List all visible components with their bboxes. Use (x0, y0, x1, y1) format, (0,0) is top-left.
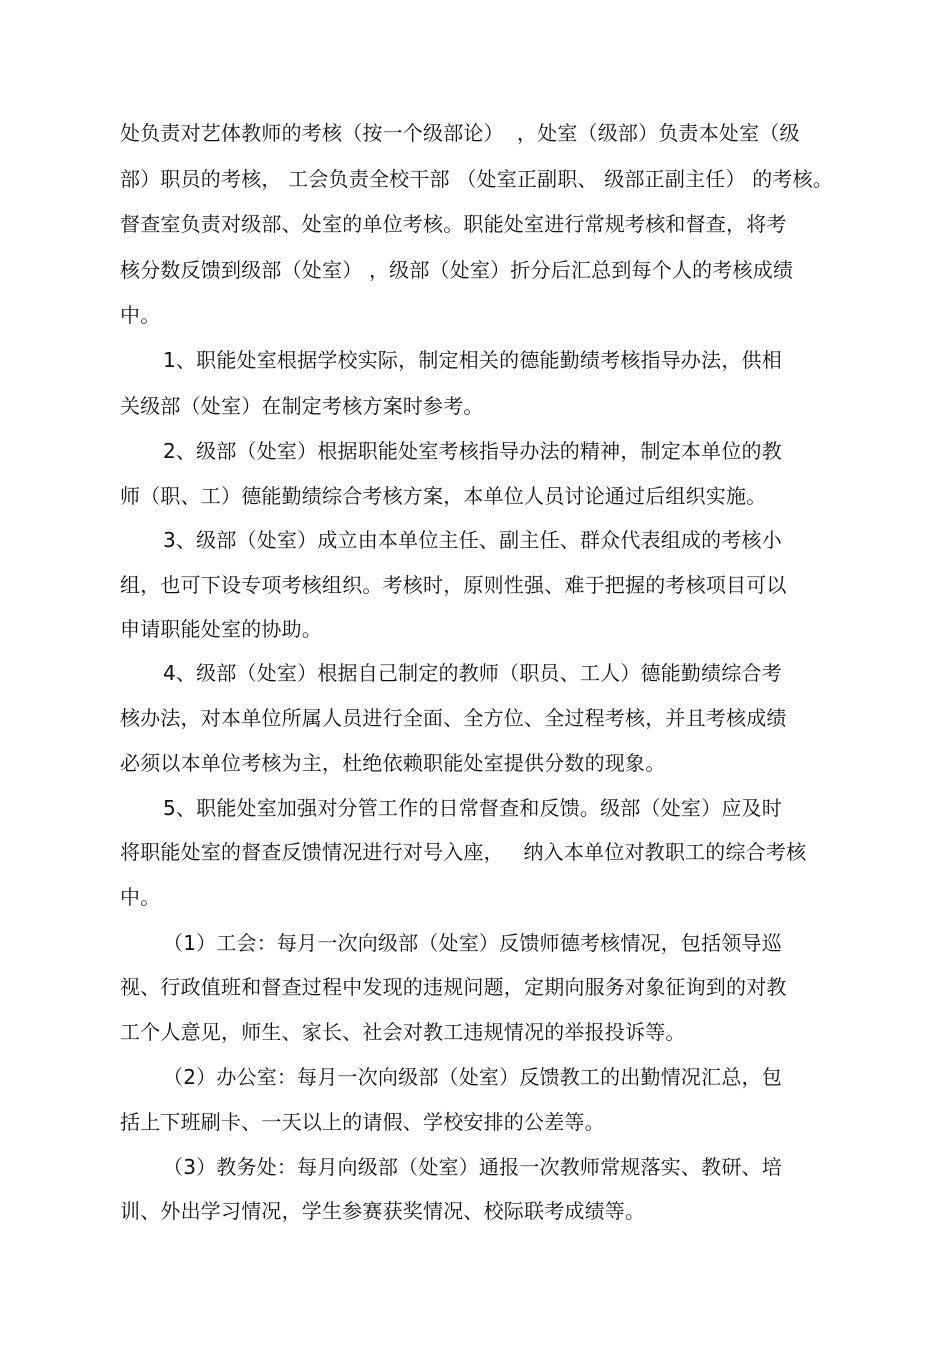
text-line: 中。 (120, 303, 161, 327)
text-line: 督查室负责对级部、处室的单位考核。职能处室进行常规考核和督查，将考 (120, 212, 787, 236)
text-line: 必须以本单位考核为主，杜绝依赖职能处室提供分数的现象。 (120, 751, 666, 775)
text-line: 关级部（处室）在制定考核方案时参考。 (120, 394, 484, 418)
text-line: 括上下班刷卡、一天以上的请假、学校安排的公差等。 (120, 1110, 605, 1134)
text-line: 处负责对艺体教师的考核（按一个级部论） ，处室（级部）负责本处室（级 (120, 121, 800, 145)
text-line: 训、外出学习情况，学生参赛获奖情况、校际联考成绩等。 (120, 1199, 646, 1223)
text-line: 师（职、工）德能勤绩综合考核方案，本单位人员讨论通过后组织实施。 (120, 484, 767, 508)
text-line: 核办法，对本单位所属人员进行全面、全方位、全过程考核，并且考核成绩 (120, 706, 787, 730)
text-line: 1、职能处室根据学校实际，制定相关的德能勤绩考核指导办法，供相 (163, 348, 782, 372)
text-line: 5、职能处室加强对分管工作的日常督查和反馈。级部（处室）应及时 (163, 796, 782, 820)
text-line: 核分数反馈到级部（处室） ，级部（处室）折分后汇总到每个人的考核成绩 (120, 258, 794, 282)
text-line: 申请职能处室的协助。 (120, 617, 322, 641)
text-line: 中。 (120, 885, 161, 909)
text-line: 视、行政值班和督查过程中发现的违规问题，定期向服务对象征询到的对教 (120, 975, 787, 999)
text-line: 工个人意见，师生、家长、社会对教工违规情况的举报投诉等。 (120, 1020, 686, 1044)
text-line: （2）办公室：每月一次向级部（处室）反馈教工的出勤情况汇总，包 (163, 1065, 782, 1089)
text-line: 2、级部（处室）根据职能处室考核指导办法的精神，制定本单位的教 (163, 439, 782, 463)
text-line: 4、级部（处室）根据自己制定的教师（职员、工人）德能勤绩综合考 (163, 661, 782, 685)
text-line: 部）职员的考核， 工会负责全校干部 （处室正副职、 级部正副主任） 的考核。 (120, 167, 834, 191)
text-line: （1）工会：每月一次向级部（处室）反馈师德考核情况，包括领导巡 (163, 931, 782, 955)
text-line: 组，也可下设专项考核组织。考核时，原则性强、难于把握的考核项目可以 (120, 573, 787, 597)
text-line: 3、级部（处室）成立由本单位主任、副主任、群众代表组成的考核小 (163, 528, 782, 552)
text-line: （3）教务处：每月向级部（处室）通报一次教师常规落实、教研、培 (163, 1155, 782, 1179)
text-line: 将职能处室的督查反馈情况进行对号入座， 纳入本单位对教职工的综合考核 (120, 840, 807, 864)
